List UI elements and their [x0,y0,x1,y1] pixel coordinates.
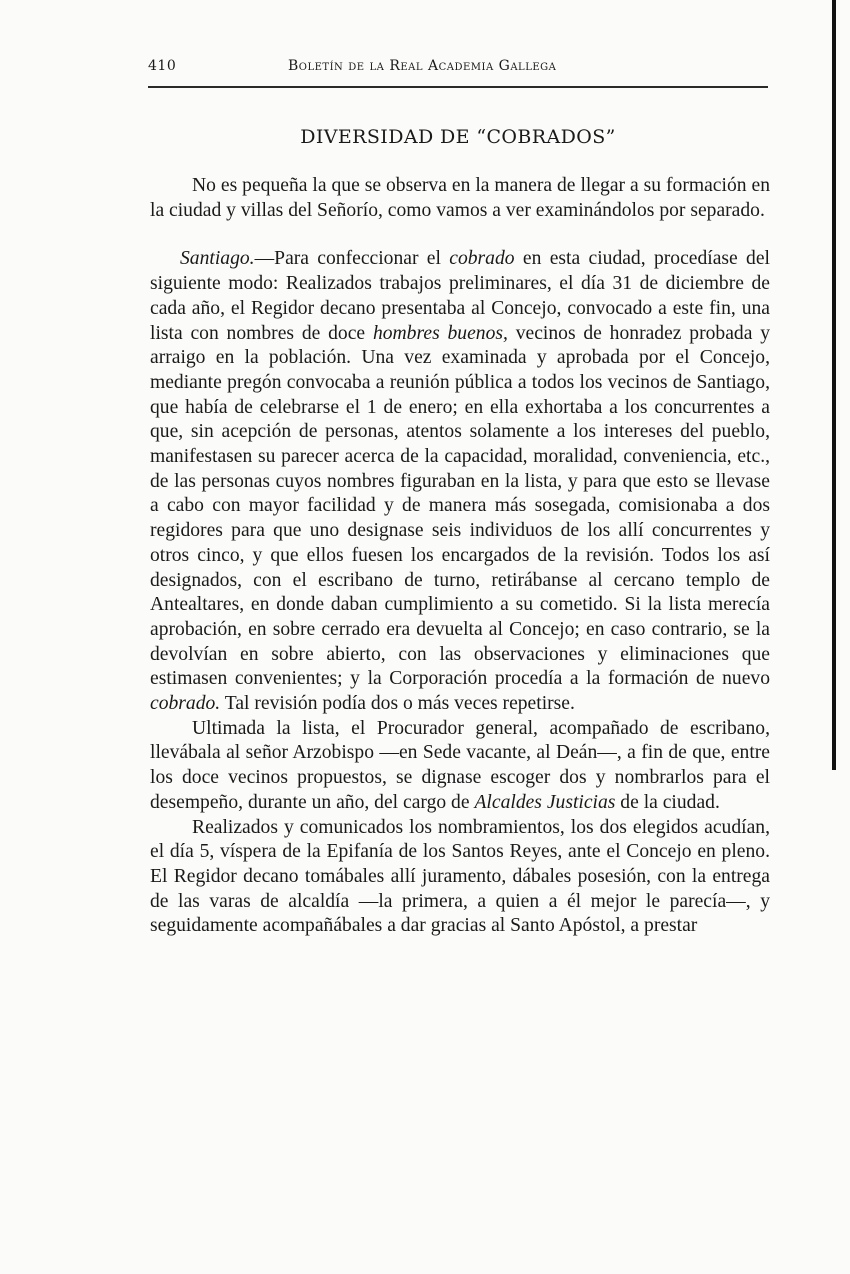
paragraph-santiago: Santiago.—Para confeccionar el cobrado en esta ciudad, procedíase del siguiente modo: Realizados trabajos preliminares, el día 31 de diciembre de cada año, el Regidor decano presentaba al Concejo, convocado a este fin, una lista con nombres de doce hombres buenos, vecinos de honradez probada y arraigo en la población. Una vez examinada y aprobada por el Concejo, mediante pregón convocaba a reunión pública a todos los vecinos de Santiago, que había de celebrarse el 1 de enero; en ella exhortaba a los concurrentes a que, sin acepción de personas, atentos solamente a los intereses del pueblo, manifestasen su parecer acerca de la capacidad, moralidad, conveniencia, etc., de las personas cuyos nombres figuraban en la lista, y para que esto se llevase a cabo con mayor facilidad y de manera más sosegada, comisionaba a dos regidores para que uno designase seis individuos de los allí concurrentes y otros cinco, y que ellos fuesen los encargados de la revisión. Todos los así designados, con el escribano de turno, retirábanse al cercano templo de Antealtares, en donde daban cumplimiento a su cometido. Si la lista merecía aprobación, en sobre cerrado era devuelta al Concejo; en caso contrario, se la devolvían en sobre abierto, con las observaciones y eliminaciones que estimasen convenientes; y la Corporación procedía a la formación de nuevo cobrado. Tal revisión podía dos o más veces repetirse. [150,248,770,715]
running-header [148,58,768,80]
article-body [150,174,770,939]
article-title: DIVERSIDAD DE “COBRADOS” [300,126,616,148]
journal-title: Boletín de la Real Academia Gallega [288,58,557,74]
header-rule [148,86,768,88]
page-number: 410 [148,58,177,74]
paragraph-intro: No es pequeña la que se observa en la manera de llegar a su formación en la ciudad y villas del Señorío, como vamos a ver examinándolos por separado. [150,175,770,221]
paragraph-ultimada: Ultimada la lista, el Procurador general, acompañado de escribano, llevábala al señor Arzobispo —en Sede vacante, al Deán—, a fin de que, entre los doce vecinos propuestos, se dignase escoger dos y nombrarlos para el desempeño, durante un año, del cargo de Alcaldes Justicias de la ciudad. [150,717,770,813]
paragraph-realizados: Realizados y comunicados los nombramientos, los dos elegidos acudían, el día 5, víspera de la Epifanía de los Santos Reyes, ante el Concejo en pleno. El Regidor decano tomábales allí juramento, dábales posesión, con la entrega de las varas de alcaldía —la primera, a quien a él mejor le parecía—, y seguidamente acompañábales a dar gracias al Santo Apóstol, a prestar [150,816,770,937]
page-edge-line [832,0,836,770]
section-label: Santiago. [180,248,255,270]
